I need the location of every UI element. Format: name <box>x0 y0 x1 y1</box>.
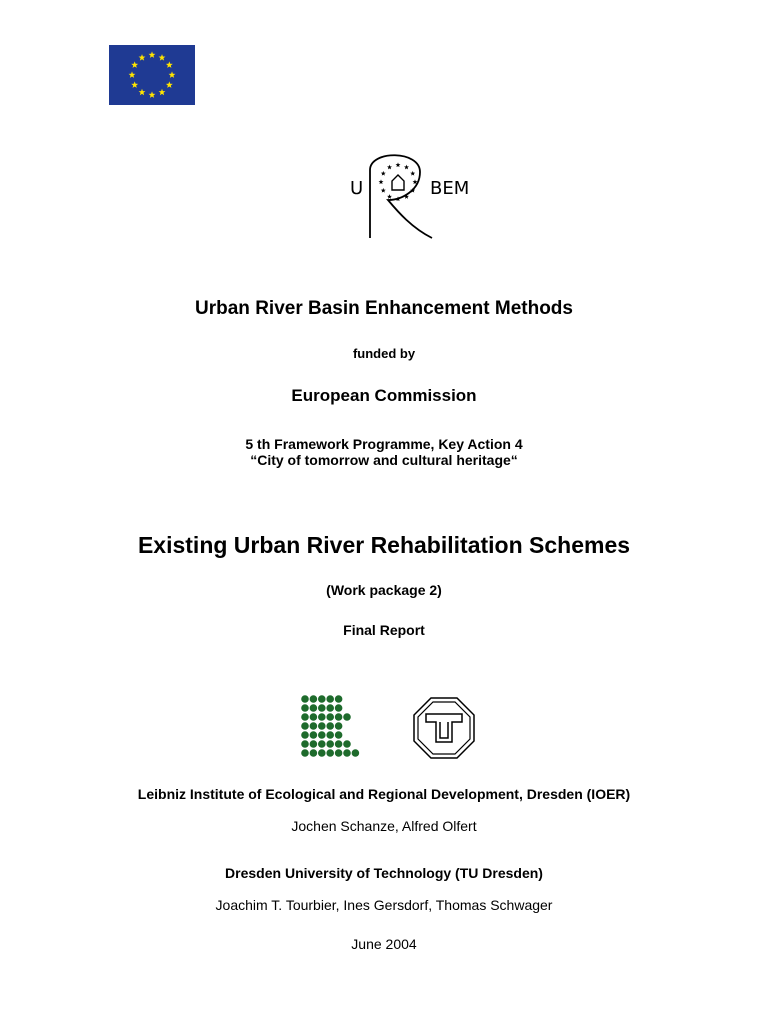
project-title: Urban River Basin Enhancement Methods <box>195 298 573 319</box>
programme-line-2: “City of tomorrow and cultural heritage“ <box>250 452 518 468</box>
tu-dresden-octagon-inner <box>418 702 470 754</box>
urbem-logo-house-icon <box>392 175 404 190</box>
ioer-dot <box>352 749 360 757</box>
ioer-dot <box>326 740 334 748</box>
ioer-dot <box>326 704 334 712</box>
ioer-dot <box>335 713 343 721</box>
ioer-dot <box>310 740 318 748</box>
urbem-star-icon <box>381 171 386 176</box>
urbem-logo-river-stroke <box>370 155 432 238</box>
ioer-dot <box>310 704 318 712</box>
institution-name: Leibniz Institute of Ecological and Regional Development, Dresden (IOER) <box>137 786 631 802</box>
eu-flag-icon <box>109 45 195 105</box>
urbem-star-icon <box>387 165 392 170</box>
urbem-star-icon <box>381 188 386 193</box>
ioer-dot <box>318 731 326 739</box>
tu-dresden-letter-mark <box>426 714 462 742</box>
urbem-star-icon <box>410 171 415 176</box>
ioer-dot <box>335 740 343 748</box>
ioer-dot <box>326 749 334 757</box>
report-title: Existing Urban River Rehabilitation Schemes <box>137 532 631 558</box>
tu-dresden-octagon-outer <box>414 698 474 758</box>
ioer-dot <box>301 740 309 748</box>
tu-dresden-octagon-logo-icon <box>412 696 476 760</box>
ioer-dot <box>335 731 343 739</box>
ioer-dot <box>343 740 351 748</box>
ioer-dot <box>318 704 326 712</box>
ioer-dot <box>335 695 343 703</box>
ioer-dot <box>301 713 309 721</box>
ioer-dot <box>301 695 309 703</box>
ioer-dot <box>318 722 326 730</box>
ioer-dot <box>301 722 309 730</box>
urbem-star-icon <box>387 194 392 199</box>
ioer-dot <box>318 695 326 703</box>
ioer-dot <box>301 704 309 712</box>
funder-name: European Commission <box>291 386 477 405</box>
ioer-dot <box>326 713 334 721</box>
urbem-logo-letter-u: U <box>350 178 364 199</box>
ioer-dot <box>326 695 334 703</box>
report-type-label: Final Report <box>343 622 425 638</box>
urbem-logo-star-ring <box>379 162 418 201</box>
ioer-dot <box>310 695 318 703</box>
urbem-star-icon <box>404 165 409 170</box>
ioer-dot <box>301 731 309 739</box>
ioer-dot <box>318 713 326 721</box>
urbem-logo-icon <box>340 150 488 242</box>
institution-authors: Joachim T. Tourbier, Ines Gersdorf, Thomas Schwager <box>215 897 553 913</box>
ioer-dot <box>310 722 318 730</box>
ioer-dot <box>310 749 318 757</box>
report-date: June 2004 <box>351 936 417 952</box>
ioer-dot <box>318 740 326 748</box>
institution-name: Dresden University of Technology (TU Dresden) <box>225 865 543 881</box>
institution-authors: Jochen Schanze, Alfred Olfert <box>291 818 477 834</box>
ioer-dot <box>343 749 351 757</box>
funded-by-label: funded by <box>352 346 416 361</box>
ioer-dot <box>326 722 334 730</box>
ioer-dot <box>335 704 343 712</box>
ioer-dot <box>310 713 318 721</box>
ioer-dot <box>310 731 318 739</box>
ioer-dot <box>301 749 309 757</box>
ioer-dot-grid <box>301 695 359 757</box>
ioer-dot <box>335 722 343 730</box>
urbem-logo-letters-bem: BEM <box>430 178 470 199</box>
ioer-dot <box>335 749 343 757</box>
programme-line-1: 5 th Framework Programme, Key Action 4 <box>245 436 523 452</box>
urbem-star-icon <box>396 162 401 167</box>
ioer-dot <box>326 731 334 739</box>
ioer-dot <box>318 749 326 757</box>
ioer-dots-logo-icon <box>300 694 366 758</box>
work-package-label: (Work package 2) <box>326 582 442 598</box>
urbem-star-icon <box>379 179 384 184</box>
ioer-dot <box>343 713 351 721</box>
